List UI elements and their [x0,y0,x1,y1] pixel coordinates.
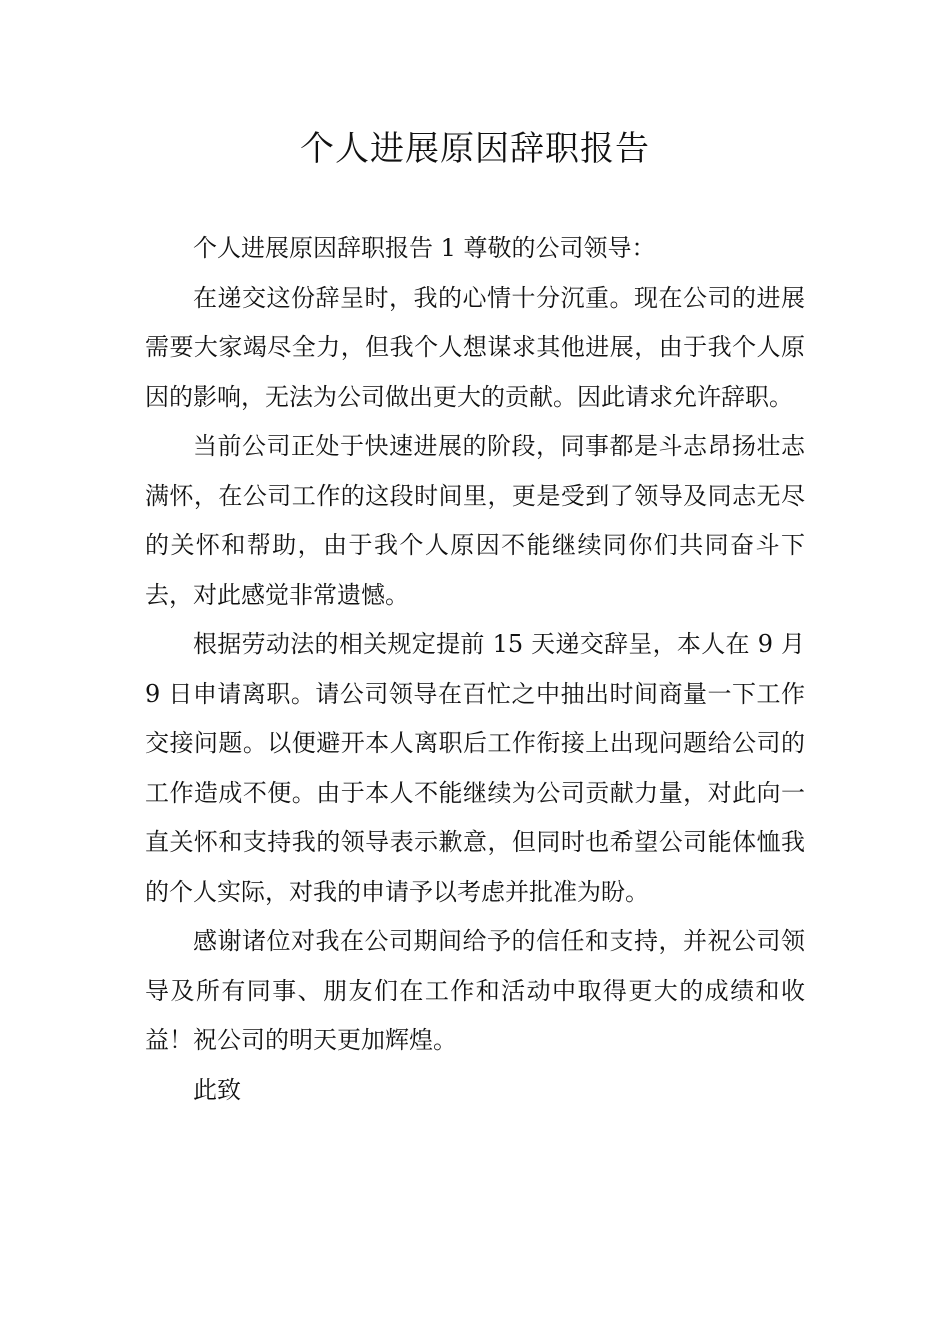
document-title: 个人进展原因辞职报告 [300,129,650,169]
paragraph-gratitude-regret: 当前公司正处于快速进展的阶段，同事都是斗志昂扬壮志满怀，在公司工作的这段时间里，更是受到了领导及同志无尽的关怀和帮助，由于我个人原因不能继续同你们共同奋斗下去，对此感觉非常遗憾。 [145,432,805,609]
paragraph-notice-period: 根据劳动法的相关规定提前 15 天递交辞呈，本人在 9 月 9 日申请离职。请公司领导在百忙之中抽出时间商量一下工作交接问题。以便避开本人离职后工作衔接上出现问题给公司的工作造成不便。由于本人不能继续为公司贡献力量，对此向一直关怀和支持我的领导表示歉意，但同时也希望公司能体恤我的个人实际，对我的申请予以考虑并批准为盼。 [145,630,805,906]
paragraph-reason: 在递交这份辞呈时，我的心情十分沉重。现在公司的进展需要大家竭尽全力，但我个人想谋求其他进展，由于我个人原因的影响，无法为公司做出更大的贡献。因此请求允许辞职。 [145,283,805,411]
paragraph-salutation: 个人进展原因辞职报告 1 尊敬的公司领导： [193,234,656,262]
paragraph-thanks: 感谢诸位对我在公司期间给予的信任和支持，并祝公司领导及所有同事、朋友们在工作和活动中取得更大的成绩和收益！祝公司的明天更加辉煌。 [145,927,805,1054]
document-body [145,224,805,1115]
paragraph-closing: 此致 [193,1075,241,1104]
